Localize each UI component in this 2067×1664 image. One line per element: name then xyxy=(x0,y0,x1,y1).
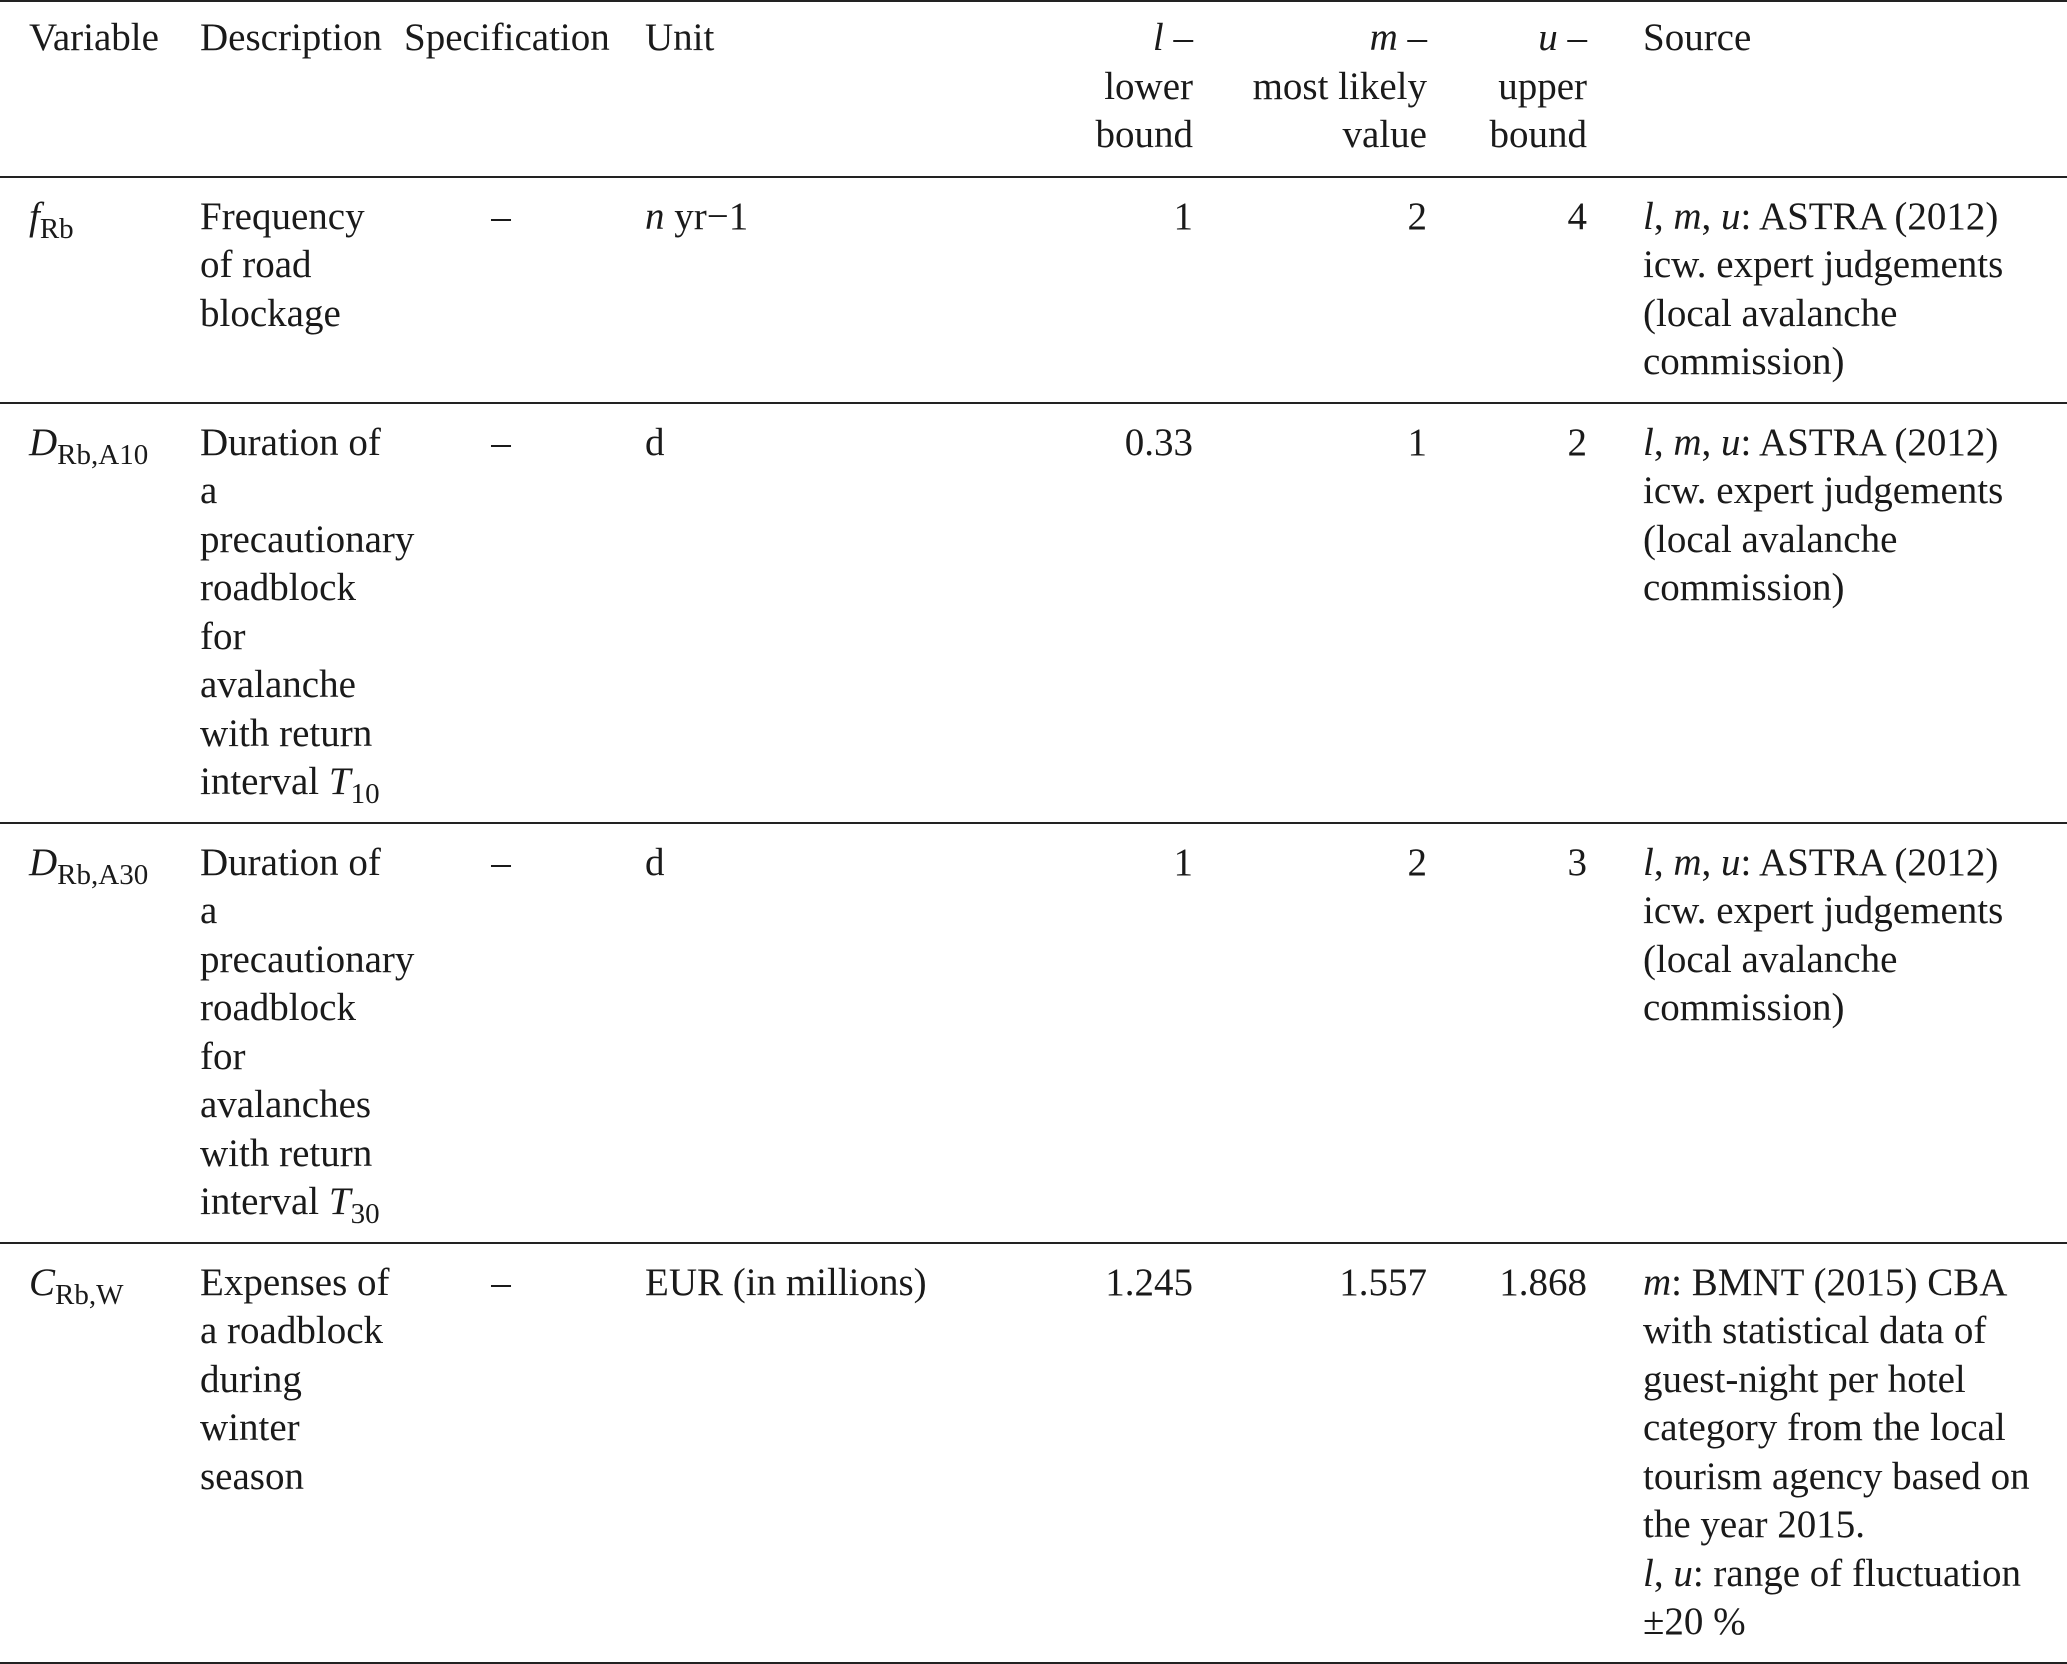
source-m: m xyxy=(1643,1260,1672,1304)
header-specification: Specification xyxy=(404,16,610,59)
source-m: m xyxy=(1673,840,1702,884)
header-row xyxy=(0,1,2067,177)
unit-cell: d xyxy=(645,420,665,464)
unit-rest: yr−1 xyxy=(664,194,749,238)
specification-cell: – xyxy=(491,420,511,464)
source-m: m xyxy=(1673,194,1702,238)
source-sep: , xyxy=(1701,840,1722,884)
upper-bound-cell: 4 xyxy=(1567,194,1587,238)
header-description: Description xyxy=(200,16,382,59)
table-row xyxy=(0,1243,2067,1663)
header-lower-line3: bound xyxy=(1095,113,1193,156)
variable-cell xyxy=(0,177,193,403)
source-m: m xyxy=(1673,420,1702,464)
table-row xyxy=(0,823,2067,1243)
source-sep: , xyxy=(1653,194,1674,238)
header-mode-line3: value xyxy=(1342,113,1427,156)
variable-subscript: Rb xyxy=(39,212,74,245)
upper-bound-cell: 3 xyxy=(1567,840,1587,884)
header-lower-line2: lower xyxy=(1104,64,1193,108)
source-l: l xyxy=(1643,420,1654,464)
variable-subscript: Rb,A30 xyxy=(57,858,149,891)
source-cell xyxy=(1593,823,2067,1243)
header-unit: Unit xyxy=(645,16,715,59)
variable-symbol: D xyxy=(29,840,58,884)
source-cell xyxy=(1593,177,2067,403)
lower-bound-cell: 1 xyxy=(1173,194,1193,238)
most-likely-cell: 1 xyxy=(1407,420,1427,464)
description-cell xyxy=(193,403,415,823)
variable-cell xyxy=(0,1243,193,1663)
header-upper-bound xyxy=(1439,1,1593,177)
description-subscript: 30 xyxy=(350,1198,380,1230)
header-mode-symbol: m xyxy=(1369,16,1398,59)
header-lower-dash: – xyxy=(1163,16,1193,59)
lower-bound-cell: 0.33 xyxy=(1124,420,1193,464)
upper-bound-cell: 1.868 xyxy=(1499,1260,1587,1304)
specification-cell: – xyxy=(491,840,511,884)
variable-cell xyxy=(0,823,193,1243)
source-sep: , xyxy=(1653,1551,1674,1595)
description-cell: Frequency of road blockage xyxy=(200,194,365,335)
source-u: u xyxy=(1721,840,1741,884)
source-sep: , xyxy=(1701,194,1722,238)
variable-cell xyxy=(0,403,193,823)
header-source: Source xyxy=(1643,16,1752,59)
description-symbol: T xyxy=(328,1180,351,1223)
unit-cell xyxy=(641,177,959,403)
source-u: u xyxy=(1721,194,1741,238)
source-sep: , xyxy=(1653,420,1674,464)
source-text: : ASTRA (2012) icw. expert judgements (local avalanche commission) xyxy=(1643,194,2004,383)
source-l: l xyxy=(1643,1551,1654,1595)
description-symbol: T xyxy=(328,760,351,803)
most-likely-cell: 1.557 xyxy=(1339,1260,1427,1304)
variable-symbol: C xyxy=(29,1260,56,1304)
source-cell xyxy=(1593,403,2067,823)
source-cell xyxy=(1593,1243,2067,1663)
source-sep: , xyxy=(1653,840,1674,884)
header-upper-line3: bound xyxy=(1489,113,1587,156)
header-lower-symbol: l xyxy=(1152,16,1164,59)
description-text: Duration of a precautionary roadblock for avalanche with return interval xyxy=(200,420,415,803)
unit-symbol: n xyxy=(645,194,665,238)
variable-subscript: Rb,W xyxy=(55,1278,124,1311)
source-text: : BMNT (2015) CBA with statistical data of guest-night per hotel category from the local tourism agency based on the year 2015. xyxy=(1643,1260,2030,1546)
variable-symbol: D xyxy=(29,420,58,464)
table-row xyxy=(0,177,2067,403)
specification-cell: – xyxy=(491,1260,511,1304)
source-text: : ASTRA (2012) icw. expert judgements (local avalanche commission) xyxy=(1643,420,2004,609)
description-cell: Expenses of a roadblock during winter season xyxy=(200,1260,390,1498)
variable-symbol: f xyxy=(29,194,40,238)
source-u: u xyxy=(1673,1551,1693,1595)
header-upper-symbol: u xyxy=(1538,16,1558,59)
source-l: l xyxy=(1643,840,1654,884)
variable-subscript: Rb,A10 xyxy=(57,438,149,471)
lower-bound-cell: 1.245 xyxy=(1105,1260,1193,1304)
most-likely-cell: 2 xyxy=(1407,840,1427,884)
source-sep: , xyxy=(1701,420,1722,464)
description-text: Duration of a precautionary roadblock for avalanches with return interval xyxy=(200,840,415,1223)
unit-cell: EUR (in millions) xyxy=(645,1260,927,1304)
specification-cell: – xyxy=(491,194,511,238)
source-text: : range of fluctuation ±20 % xyxy=(1643,1551,2021,1643)
header-lower-bound xyxy=(959,1,1207,177)
header-mode-line2: most likely xyxy=(1252,64,1427,108)
source-text: : ASTRA (2012) icw. expert judgements (local avalanche commission) xyxy=(1643,840,2004,1029)
table-row xyxy=(0,403,2067,823)
source-u: u xyxy=(1721,420,1741,464)
description-subscript: 10 xyxy=(350,778,380,810)
header-upper-dash: – xyxy=(1557,16,1587,59)
header-upper-line2: upper xyxy=(1498,64,1587,108)
header-mode-dash: – xyxy=(1397,16,1427,59)
header-most-likely xyxy=(1207,1,1439,177)
source-l: l xyxy=(1643,194,1654,238)
header-variable: Variable xyxy=(29,16,159,59)
most-likely-cell: 2 xyxy=(1407,194,1427,238)
description-cell xyxy=(193,823,415,1243)
unit-cell: d xyxy=(645,840,665,884)
lower-bound-cell: 1 xyxy=(1173,840,1193,884)
upper-bound-cell: 2 xyxy=(1567,420,1587,464)
